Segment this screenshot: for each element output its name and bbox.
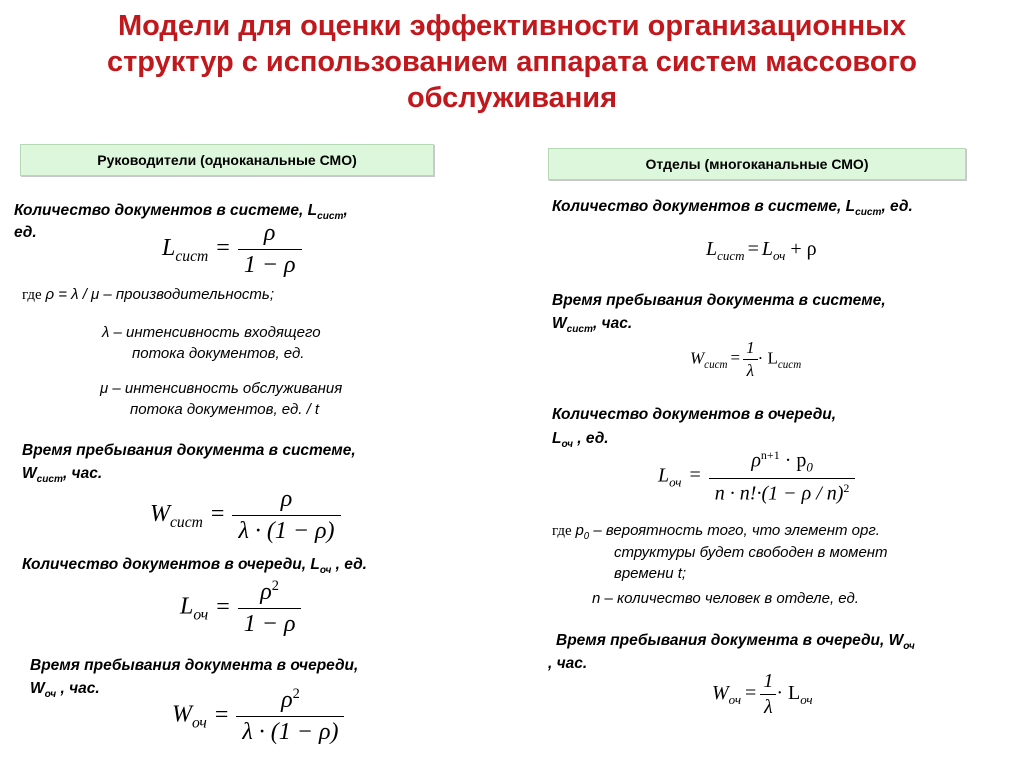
right-formula-l-queue: $L_{оч}$ = $\frac{\rho^{n+1} \cdot p_0}{n \cdot n!\cdot(1 - \rho / n)^2}$ [658, 448, 855, 505]
left-time-in-queue-heading-2: $W_{оч}$ , час. [30, 680, 100, 701]
right-docs-in-queue-heading-1: Количество документов в очереди, [552, 406, 837, 423]
right-docs-in-queue-heading-2: $L_{оч}$ , ед. [552, 430, 609, 451]
right-formula-l-system: $L_{сист} = L_{оч} + \rho$ [706, 238, 817, 263]
left-formula-w-queue: $W_{оч}$ = $\frac{\rho^2}{\lambda \cdot (1 - \rho)}$ [172, 686, 344, 746]
right-where-p0-line3: времени t; [614, 565, 687, 582]
right-time-in-system-heading-1: Время пребывания документа в системе, [552, 292, 886, 309]
left-time-in-queue-heading-1: Время пребывания документа в очереди, [30, 657, 359, 674]
right-formula-w-queue: $W_{оч}$ = $\frac{1}{\lambda}$ · $L_{оч}$ [712, 670, 813, 718]
right-time-in-queue-heading-2: , час. [548, 655, 588, 672]
left-docs-in-system-unit: ед. [14, 224, 37, 241]
left-formula-w-system: $W_{сист}$ = $\frac{\rho}{\lambda \cdot (1 - \rho)}$ [150, 486, 341, 545]
right-time-in-system-heading-2: $W_{сист}$, час. [552, 315, 633, 336]
left-where-rho: где ρ = λ / μ – производительность; [22, 286, 274, 303]
right-where-p0-line2: структуры будет свободен в момент [614, 544, 888, 561]
right-formula-w-system: $W_{сист}$ = $\frac{1}{\lambda}$ · $L_{сист}$ [690, 338, 802, 380]
title-line-3: обслуживания [406, 82, 618, 114]
left-lambda-def-2: потока документов, ед. [132, 345, 305, 362]
right-time-in-queue-heading-1: Время пребывания документа в очереди, $W_{оч}$ [556, 632, 915, 653]
left-lambda-def-1: λ – интенсивность входящего [102, 324, 321, 341]
title-line-1: Модели для оценки эффективности организационных [117, 10, 907, 42]
left-section-header: Руководители (одноканальные СМО) [20, 144, 434, 176]
left-mu-def-1: μ – интенсивность обслуживания [100, 380, 343, 397]
left-docs-in-system-heading: Количество документов в системе, $L_{сист}$, [14, 202, 348, 223]
left-formula-l-queue: $L_{оч}$ = $\frac{\rho^2}{1 - \rho}$ [180, 578, 301, 638]
right-section-header: Отделы (многоканальные СМО) [548, 148, 966, 180]
left-time-in-system-heading-2: $W_{сист}$, час. [22, 465, 103, 486]
right-where-p0: где $p_0$ – вероятность того, что элемент орг. [552, 522, 880, 542]
left-mu-def-2: потока документов, ед. / t [130, 401, 320, 418]
page-title [20, 8, 1004, 116]
left-time-in-system-heading-1: Время пребывания документа в системе, [22, 442, 356, 459]
title-line-2: структур с использованием аппарата систем массового [106, 46, 918, 78]
left-formula-l-system: $L_{сист}$ = $\frac{\rho}{1 - \rho}$ [162, 220, 302, 279]
right-n-def: n – количество человек в отделе, ед. [592, 590, 859, 607]
right-docs-in-system-heading: Количество документов в системе, $L_{сист}$, ед. [552, 198, 913, 219]
left-docs-in-queue-heading: Количество документов в очереди, $L_{оч}$ , ед. [22, 556, 367, 577]
